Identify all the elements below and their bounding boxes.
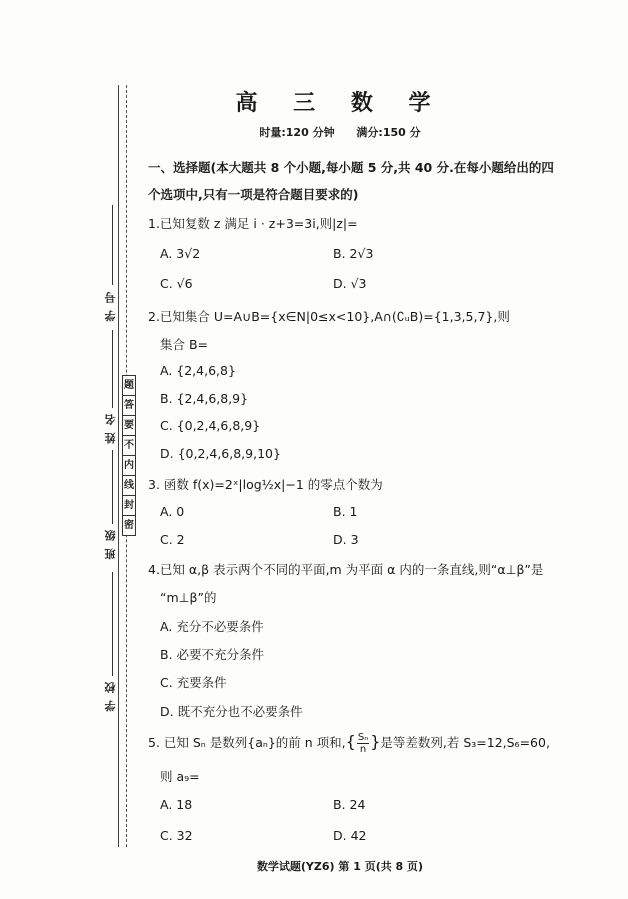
question-3-option-d: D. 3	[333, 532, 359, 547]
question-5-stem-post: 是等差数列,若 S₃=12,S₆=60,	[380, 735, 550, 750]
exam-score: 满分:150 分	[356, 126, 421, 139]
class-line	[112, 450, 113, 524]
question-4-stem-line1: 4.已知 α,β 表示两个不同的平面,m 为平面 α 内的一条直线,则“α⊥β”是	[148, 562, 544, 577]
question-5-fraction-denominator: n	[359, 744, 367, 755]
question-4-stem-line2: “m⊥β”的	[160, 590, 217, 605]
question-1-option-d: D. √3	[333, 276, 367, 291]
question-5-option-d: D. 42	[333, 828, 367, 843]
seal-char: 封	[122, 495, 136, 516]
student-id-line	[112, 205, 113, 285]
question-2-option-a: A. {2,4,6,8}	[160, 363, 236, 378]
question-2-option-d: D. {0,2,4,6,8,9,10}	[160, 446, 281, 461]
question-2-stem-line2: 集合 B=	[160, 337, 209, 352]
question-5-stem-line1: 5. 已知 Sₙ 是数列{aₙ}的前 n 项和,{ $\frac{\text{Sₙ}}{n}$ }是等差数列,若 S₃=12,S₆=60,	[148, 732, 550, 755]
seal-char: 密	[122, 515, 136, 536]
name-line	[112, 330, 113, 408]
question-5-fraction-numerator: Sₙ	[357, 732, 369, 743]
page-title: 高 三 数 学	[235, 91, 445, 116]
name-label: 姓 名	[104, 412, 117, 444]
question-1-stem: 1.已知复数 z 满足 i · z+3=3i,则|z|=	[148, 216, 358, 231]
question-4-option-c: C. 充要条件	[160, 675, 227, 690]
class-label: 班 级	[104, 528, 117, 560]
question-4-option-a: A. 充分不必要条件	[160, 619, 264, 634]
question-3-option-b: B. 1	[333, 504, 358, 519]
question-1-option-c: C. √6	[160, 276, 193, 291]
question-2-option-b: B. {2,4,6,8,9}	[160, 391, 249, 406]
question-5-fraction	[357, 732, 369, 755]
question-5-stem-line2: 则 a₉=	[160, 769, 200, 784]
seal-char: 线	[122, 475, 136, 496]
exam-info	[140, 124, 540, 140]
seal-char: 题	[122, 375, 136, 396]
seal-char: 要	[122, 415, 136, 436]
page-footer: 数学试题(YZ6) 第 1 页(共 8 页)	[256, 860, 424, 873]
school-line	[112, 572, 113, 676]
exam-time: 时量:120 分钟	[259, 126, 335, 139]
question-3-option-a: A. 0	[160, 504, 185, 519]
section-heading-line2: 个选项中,只有一项是符合题目要求的)	[148, 187, 359, 202]
seal-char: 内	[122, 455, 136, 476]
question-3-stem: 3. 函数 f(x)=2ˣ|log½x|−1 的零点个数为	[148, 477, 383, 492]
question-2-stem-line1: 2.已知集合 U=A∪B={x∈N|0≤x<10},A∩(∁ᵤB)={1,3,5,7},则	[148, 309, 510, 324]
seal-char: 不	[122, 435, 136, 456]
question-5-option-a: A. 18	[160, 797, 193, 812]
question-1-option-b: B. 2√3	[333, 246, 374, 261]
question-4-option-d: D. 既不充分也不必要条件	[160, 704, 303, 719]
question-3-option-c: C. 2	[160, 532, 185, 547]
question-2-option-c: C. {0,2,4,6,8,9}	[160, 418, 261, 433]
school-label: 学 校	[104, 680, 117, 712]
margin-border-line	[118, 85, 119, 847]
question-5-stem-pre: 5. 已知 Sₙ 是数列{aₙ}的前 n 项和,	[148, 735, 346, 750]
seal-char: 答	[122, 395, 136, 416]
question-1-option-a: A. 3√2	[160, 246, 201, 261]
seal-warning	[122, 375, 136, 535]
question-5-option-b: B. 24	[333, 797, 366, 812]
question-5-option-c: C. 32	[160, 828, 193, 843]
section-heading-line1: 一、选择题(本大题共 8 个小题,每小题 5 分,共 40 分.在每小题给出的四	[148, 160, 554, 175]
student-id-label: 学 号	[104, 290, 117, 322]
question-4-option-b: B. 必要不充分条件	[160, 647, 265, 662]
